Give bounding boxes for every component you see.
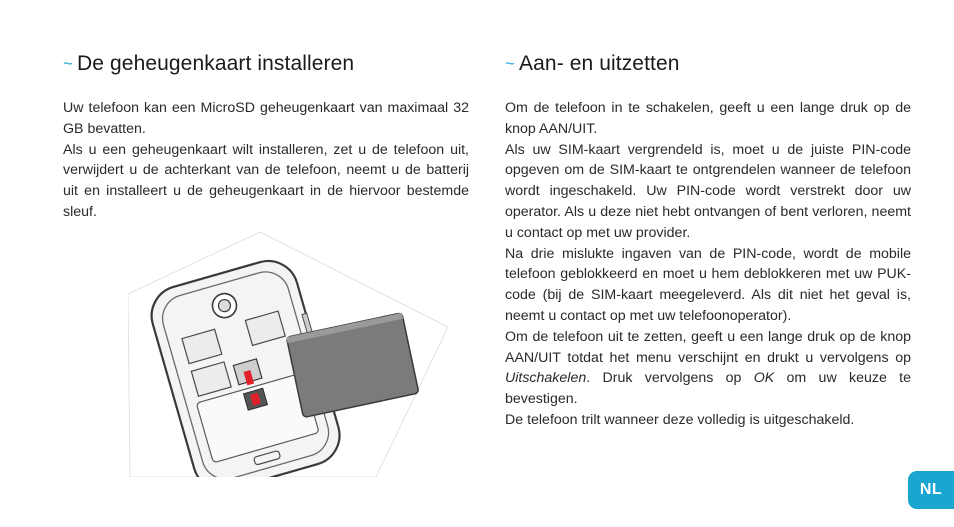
section-memory-card — [63, 52, 469, 223]
section-power — [505, 52, 911, 431]
power-paragraph-2: Als uw SIM-kaart vergrendeld is, moet u de juiste PIN-code opgeven om de SIM-kaart te ontgrendelen wanneer de telefoon wordt ingeschakeld. Uw PIN-code wordt verstrekt door uw operator. Als u deze niet hebt ontvangen of bent verloren, neemt u contact op met uw provider. — [505, 141, 911, 241]
tilde-marker: ~ — [63, 54, 74, 73]
power-paragraph-1: Om de telefoon in te schakelen, geeft u een lange druk op de knop AAN/UIT. — [505, 100, 911, 137]
section-title-memory-card — [63, 52, 469, 76]
title-text: De geheugenkaart installeren — [77, 52, 355, 75]
language-badge: NL — [908, 471, 954, 509]
phone-memory-card-illustration — [128, 232, 448, 477]
menu-option-ok: OK — [753, 370, 775, 387]
section-title-power — [505, 52, 911, 76]
title-text: Aan- en uitzetten — [519, 52, 680, 75]
power-paragraph-5: De telefoon trilt wanneer deze volledig is uitgeschakeld. — [505, 411, 855, 428]
menu-option-uitschakelen: Uitschakelen — [505, 370, 587, 387]
power-paragraph-4: Om de telefoon uit te zetten, geeft u een lange druk op de knop AAN/UIT totdat het menu verschijnt en drukt u vervolgens op Uitschakelen. Druk vervolgens op OK om uw keuze te bevestigen. — [505, 328, 911, 408]
power-paragraph-3: Na drie mislukte ingaven van de PIN-code, wordt de mobile telefoon geblokkeerd en moet u hem deblokkeren met uw PUK-code (bij de SIM-kaart meegeleverd. Als dit niet het geval is, neemt u contact op met uw telefoonoperator). — [505, 245, 911, 324]
memory-card-paragraph-2: Als u een geheugenkaart wilt installeren, zet u de telefoon uit, verwijdert u de achterkant van de telefoon, neemt u de batterij uit en installeert u de geheugenkaart in de hiervoor bestemde sleuf. — [63, 141, 469, 220]
memory-card-paragraph-1: Uw telefoon kan een MicroSD geheugenkaart van maximaal 32 GB bevatten. — [63, 100, 469, 137]
tilde-marker: ~ — [505, 54, 516, 73]
